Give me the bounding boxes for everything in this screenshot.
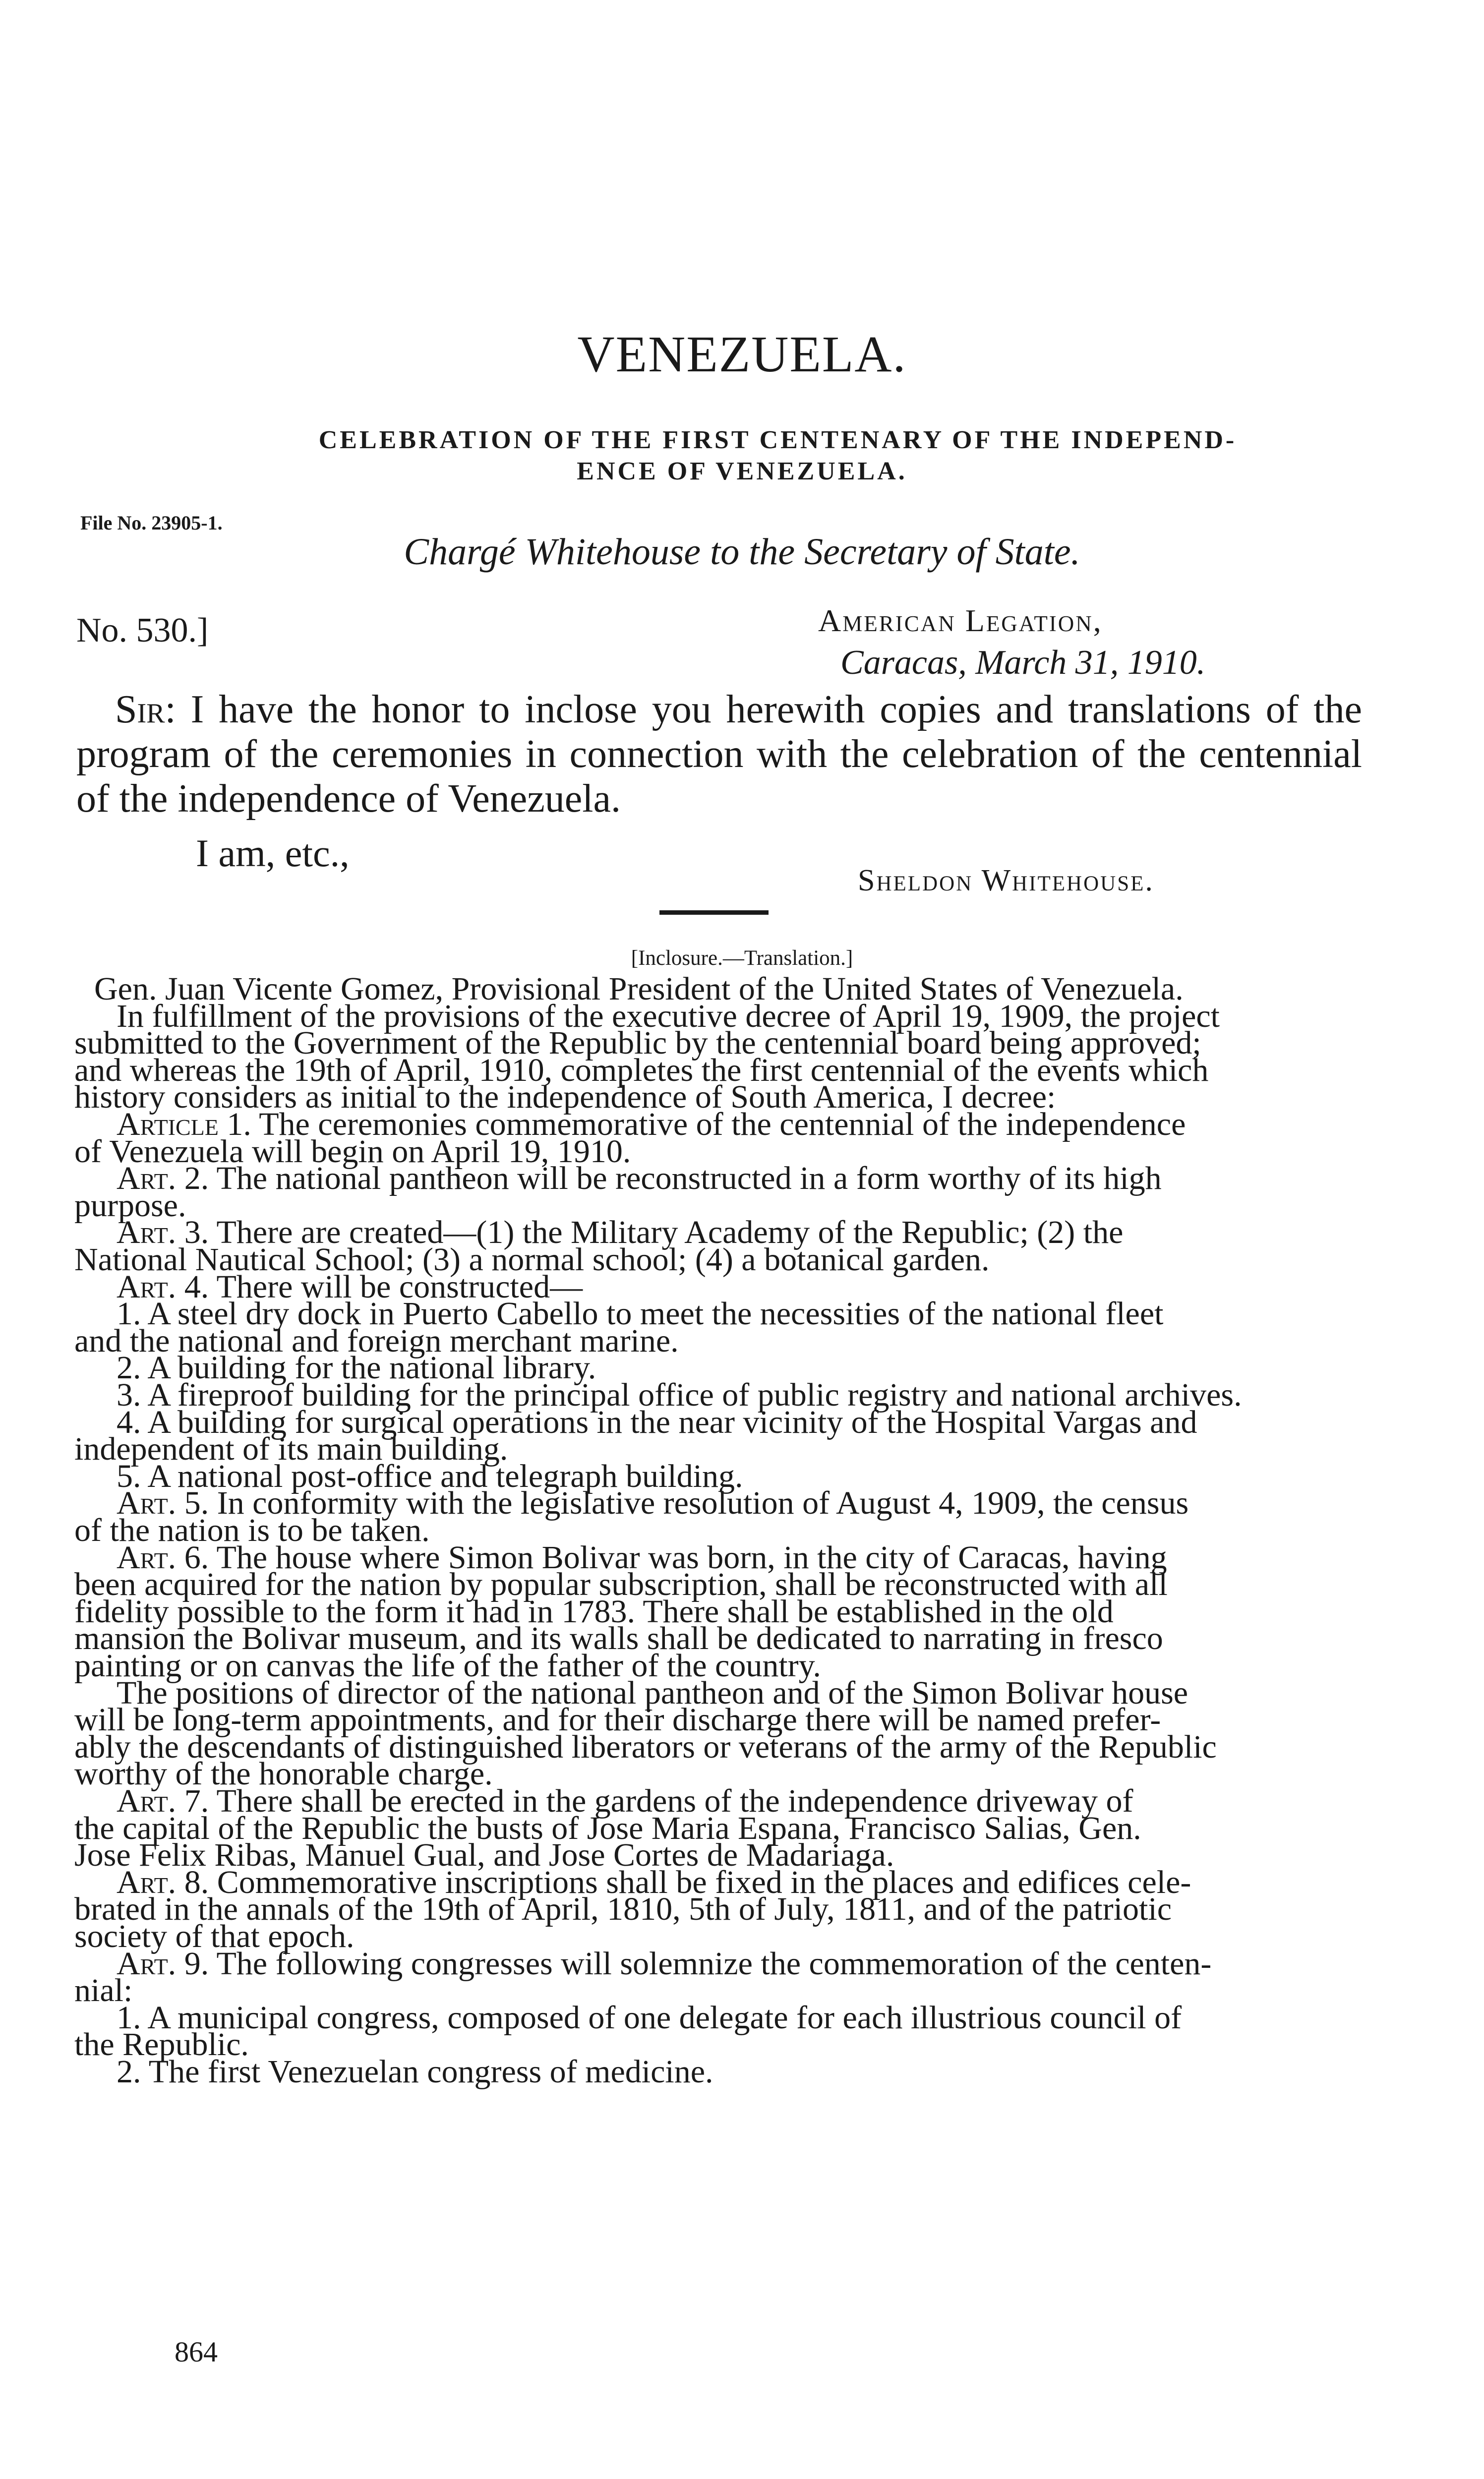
decree-line-text: brated in the annals of the 19th of April, 1810, 5th of July, 1811, and of the patriotic — [74, 1891, 1172, 1928]
decree-line-text: the Republic. — [74, 2026, 249, 2063]
decree-line — [117, 1945, 1406, 1982]
decree-line-text: of the nation is to be taken. — [74, 1512, 430, 1548]
decree-line — [117, 1999, 1406, 2036]
decree-line-text: nial: — [74, 1972, 133, 2009]
decree-line-text: 4. A building for surgical operations in the near vicinity of the Hospital Vargas and — [117, 1404, 1197, 1440]
letter-closing: I am, etc., — [196, 831, 350, 875]
decree-line-text: 8. Commemorative inscriptions shall be fixed in the places and edifices cele- — [176, 1864, 1191, 1900]
page-title: VENEZUELA. — [577, 326, 907, 383]
decree-line-text: National Nautical School; (3) a normal school; (4) a botanical garden. — [74, 1241, 990, 1278]
salutation: Sir — [115, 688, 165, 731]
decree-line-text: history considers as initial to the independence of South America, I decree: — [74, 1079, 1056, 1116]
article-label: Art. — [117, 1783, 177, 1819]
decree-line-text: of Venezuela will begin on April 19, 1910. — [74, 1133, 631, 1170]
letter-subject: Chargé Whitehouse to the Secretary of State. — [404, 531, 1080, 573]
signature: Sheldon Whitehouse. — [858, 864, 1154, 897]
decree-line-text: the capital of the Republic the busts of Jose Maria Espana, Francisco Salias, Gen. — [74, 1810, 1141, 1846]
decree-line-text: ably the descendants of distinguished liberators or veterans of the army of the Republic — [74, 1728, 1217, 1765]
decree-line-text: 2. The national pantheon will be reconstructed in a form worthy of its high — [176, 1160, 1162, 1197]
decree-line-text: 5. In conformity with the legislative resolution of August 4, 1909, the census — [176, 1485, 1189, 1522]
page-number: 864 — [175, 2336, 218, 2368]
article-label: Article — [117, 1106, 219, 1142]
decree-line — [117, 1160, 1406, 1197]
letter-body-text: : I have the honor to inclose you herewith copies and translations of the program of the ceremonies in connection with the celebration of the centennial of the independence of Venezuela. — [76, 688, 1362, 821]
article-label: Art. — [117, 1539, 177, 1576]
decree-line-text: purpose. — [74, 1187, 186, 1224]
file-number: File No. 23905-1. — [80, 512, 223, 534]
decree-line-text: 1. A steel dry dock in Puerto Cabello to meet the necessities of the national fleet — [117, 1296, 1164, 1332]
dispatch-number: No. 530.] — [76, 611, 209, 649]
decree-line-text: society of that epoch. — [74, 1918, 355, 1954]
decree-line-text: Gen. Juan Vicente Gomez, Provisional President of the United States of Venezuela. — [94, 971, 1184, 1007]
decree-line-text: fidelity possible to the form it had in 1783. There shall be established in the old — [74, 1593, 1114, 1630]
section-divider — [659, 910, 769, 915]
section-heading-line-2: ENCE OF VENEZUELA. — [577, 457, 907, 485]
article-label: Art. — [117, 1214, 177, 1251]
article-label: Art. — [117, 1864, 177, 1900]
decree-line-text: independent of its main building. — [74, 1431, 508, 1468]
decree-line-text: submitted to the Government of the Republic by the centennial board being approved; — [74, 1025, 1201, 1062]
article-label: Art. — [117, 1945, 177, 1982]
decree-line-text: In fulfillment of the provisions of the executive decree of April 19, 1909, the project — [117, 998, 1220, 1034]
decree-line-text: 2. The first Venezuelan congress of medicine. — [117, 2054, 713, 2090]
decree-line-text: 1. A municipal congress, composed of one delegate for each illustrious council of — [117, 1999, 1182, 2036]
decree-line-text: 1. The ceremonies commemorative of the centennial of the independence — [218, 1106, 1186, 1142]
decree-line-text: and whereas the 19th of April, 1910, completes the first centennial of the events which — [74, 1052, 1209, 1088]
article-label: Art. — [117, 1485, 177, 1522]
article-label: Art. — [117, 1268, 177, 1305]
legation-header: American Legation, — [818, 603, 1103, 638]
decree-line-text: 3. There are created—(1) the Military Academy of the Republic; (2) the — [176, 1214, 1124, 1251]
decree-line-text: 3. A fireproof building for the principal office of public registry and national archives. — [117, 1377, 1242, 1413]
letter-body — [76, 687, 1362, 821]
decree-line-text: 2. A building for the national library. — [117, 1350, 596, 1386]
decree-line-text: The positions of director of the national pantheon and of the Simon Bolivar house — [117, 1674, 1188, 1711]
decree-line-text: 4. There will be constructed— — [176, 1268, 583, 1305]
decree-line-text: and the national and foreign merchant marine. — [74, 1322, 679, 1359]
letter-place-date: Caracas, March 31, 1910. — [840, 644, 1206, 682]
decree-line-text: 5. A national post-office and telegraph building. — [117, 1458, 743, 1494]
section-heading-line-1: CELEBRATION OF THE FIRST CENTENARY OF THE INDEPEND- — [318, 426, 1237, 454]
decree-line-text: painting or on canvas the life of the father of the country. — [74, 1648, 821, 1684]
decree-line-text: mansion the Bolivar museum, and its walls shall be dedicated to narrating in fresco — [74, 1620, 1163, 1657]
decree-line — [117, 2054, 1406, 2090]
decree-line-text: 6. The house where Simon Bolivar was born, in the city of Caracas, having — [176, 1539, 1167, 1576]
article-label: Art. — [117, 1160, 177, 1197]
decree-line-text: 7. There shall be erected in the gardens of the independence driveway of — [176, 1783, 1133, 1819]
decree-line-text: worthy of the honorable charge. — [74, 1756, 493, 1792]
decree-line-text: Jose Felix Ribas, Manuel Gual, and Jose Cortes de Madariaga. — [74, 1837, 894, 1874]
decree-line-text: 9. The following congresses will solemnize the commemoration of the centen- — [176, 1945, 1212, 1982]
decree-line-text: will be long-term appointments, and for their discharge there will be named prefer- — [74, 1702, 1161, 1738]
inclosure-label: [Inclosure.—Translation.] — [631, 946, 853, 970]
decree-line-text: been acquired for the nation by popular subscription, shall be reconstructed with all — [74, 1566, 1168, 1603]
